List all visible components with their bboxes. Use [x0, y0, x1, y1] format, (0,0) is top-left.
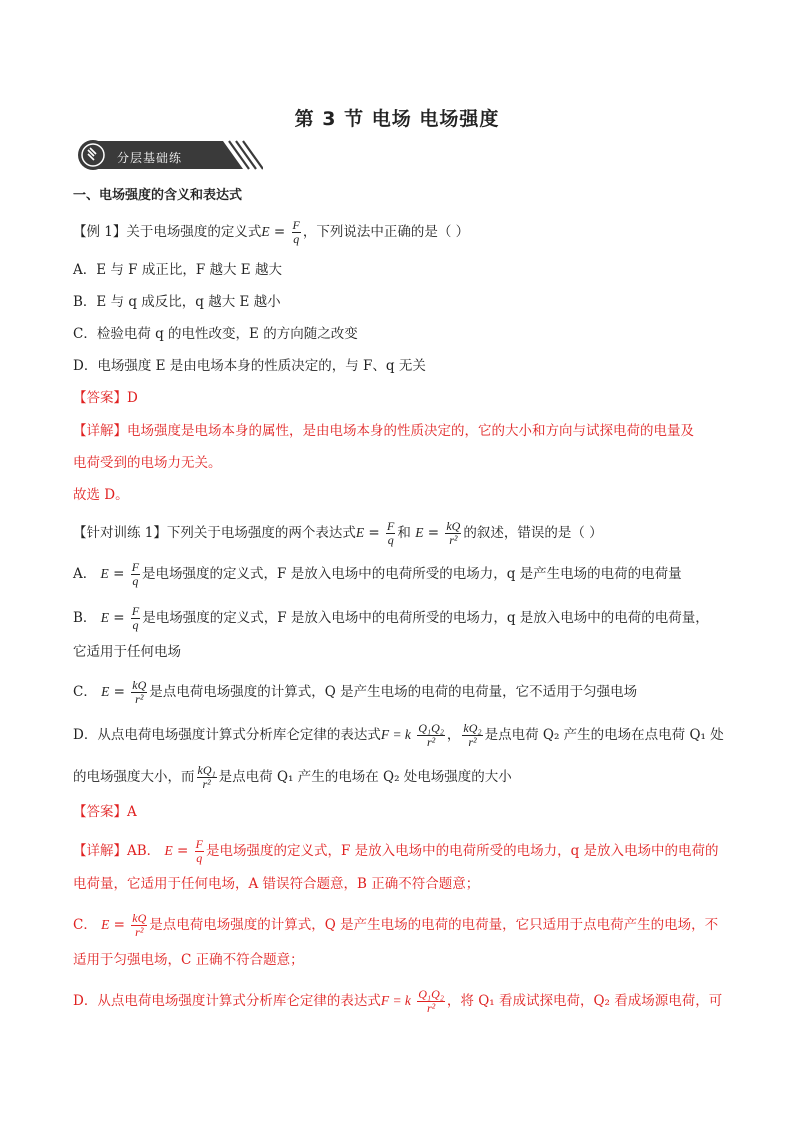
section-heading: 一、电场强度的含义和表达式: [73, 188, 243, 203]
practice-answer: 【答案】A: [73, 804, 137, 820]
practice-option-d: D．从点电荷电场强度计算式分析库仑定律的表达式F = k $\frac{\text{Q₁Q₂}}{\text{r²}}$ ， $\frac{\text{kQ₂}}{\text{r²}}$ 是点电荷 Q₂ 产生的电场在点电荷 Q₁ 处: [73, 721, 724, 749]
practice-option-b-cont: 它适用于任何电场: [73, 644, 181, 660]
explanation-line-1: 【详解】电场强度是电场本身的属性，是由电场本身的性质决定的，它的大小和方向与试探电荷的电量及: [73, 423, 694, 439]
banner-label: 分层基础练: [117, 151, 183, 165]
option-b: B．E 与 q 成反比，q 越大 E 越小: [73, 294, 281, 310]
page-title: 第 3 节 电场 电场强度: [294, 108, 500, 130]
option-a: A．E 与 F 成正比，F 越大 E 越大: [73, 262, 282, 278]
practice-explanation-c: C． E = $\frac{kQ}{\text{r²}}$ 是点电荷电场强度的计算式，Q 是产生电场的电荷的电荷量，它只适用于点电荷产生的电场，不: [73, 911, 719, 939]
practice-explanation-c-cont: 适用于匀强电场，C 正确不符合题意；: [73, 952, 304, 968]
practice-explanation-d: D．从点电荷电场强度计算式分析库仑定律的表达式F = k $\frac{\text{Q₁Q₂}}{\text{r²}}$ ，将 Q₁ 看成试探电荷，Q₂ 看成场源电荷，可: [73, 987, 723, 1015]
option-d: D．电场强度 E 是由电场本身的性质决定的，与 F、q 无关: [73, 358, 426, 374]
explanation-line-3: 故选 D。: [73, 487, 129, 503]
practice-option-b: B． E = $\frac{F}{q}$ 是电场强度的定义式，F 是放入电场中的电荷所受的电场力，q 是放入电场中的电荷的电荷量，: [73, 604, 709, 632]
practice-option-a: A． E = $\frac{F}{q}$ 是电场强度的定义式，F 是放入电场中的电荷所受的电场力，q 是产生电场的电荷的电荷量: [73, 560, 682, 588]
example-question: 【例 1】关于电场强度的定义式E = $\frac{F}{q}$ ，下列说法中正确的是（ ）: [73, 218, 470, 246]
answer: 【答案】D: [73, 390, 138, 406]
practice-question: 【针对训练 1】下列关于电场强度的两个表达式E = $\frac{F}{q}$ 和 E = $\frac{kQ}{\text{r²}}$ 的叙述，错误的是（ ）: [73, 519, 603, 547]
explanation-line-2: 电荷受到的电场力无关。: [73, 455, 222, 471]
practice-option-c: C． E = $\frac{kQ}{\text{r²}}$ 是点电荷电场强度的计算式，Q 是产生电场的电荷的电荷量，它不适用于匀强电场: [73, 678, 638, 706]
practice-explanation-ab: 【详解】AB． E = $\frac{F}{q}$ 是电场强度的定义式，F 是放入电场中的电荷所受的电场力，q 是放入电场中的电荷的: [73, 837, 719, 865]
option-c: C．检验电荷 q 的电性改变，E 的方向随之改变: [73, 326, 358, 342]
practice-explanation-ab-cont: 电荷量，它适用于任何电场，A 错误符合题意，B 正确不符合题意；: [73, 876, 480, 892]
practice-option-d-cont: 的电场强度大小，而 $\frac{\text{kQ₁}}{\text{r²}}$ 是点电荷 Q₁ 产生的电场在 Q₂ 处电场强度的大小: [73, 763, 512, 791]
